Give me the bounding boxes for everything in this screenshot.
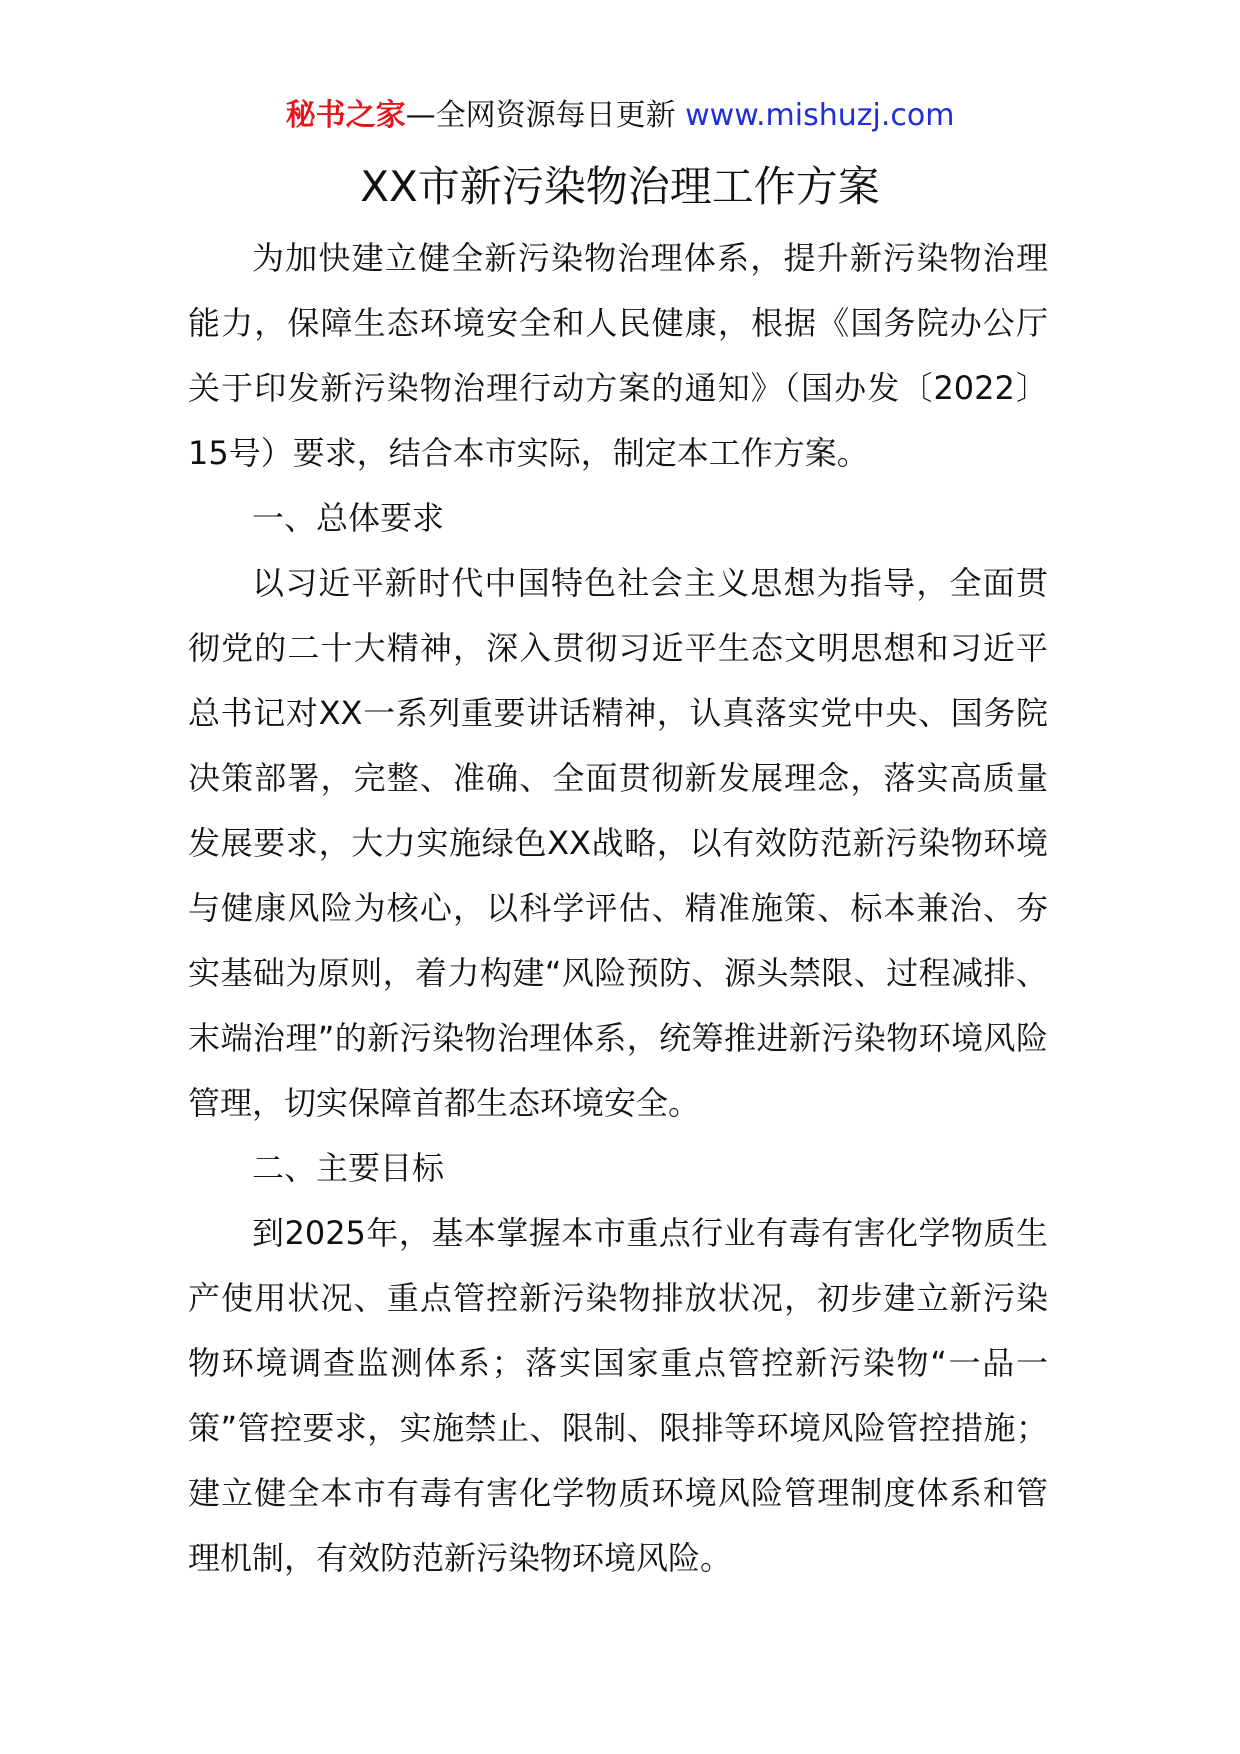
site-url: www.mishuzj.com bbox=[685, 98, 955, 133]
document-title: XX市新污染物治理工作方案 bbox=[360, 162, 880, 211]
general-requirements-paragraph: 以习近平新时代中国特色社会主义思想为指导，全面贯彻党的二十大精神，深入贯彻习近平生态文明思想和习近平总书记对XX一系列重要讲话精神，认真落实党中央、国务院决策部署，完整、准确、全面贯彻新发展理念，落实高质量发展要求，大力实施绿色XX战略，以有效防范新污染物环境与健康风险为核心，以科学评估、精准施策、标本兼治、夯实基础为原则，着力构建“风险预防、源头禁限、过程减排、末端治理”的新污染物治理体系，统筹推进新污染物环境风险管理，切实保障首都生态环境安全。 bbox=[188, 564, 1048, 1122]
site-banner bbox=[0, 98, 1240, 134]
document-body bbox=[188, 226, 1048, 1591]
main-goals-paragraph: 到2025年，基本掌握本市重点行业有毒有害化学物质生产使用状况、重点管控新污染物排放状况，初步建立新污染物环境调查监测体系；落实国家重点管控新污染物“一品一策”管控要求，实施禁止、限制、限排等环境风险管控措施；建立健全本市有毒有害化学物质环境风险管理制度体系和管理机制，有效防范新污染物环境风险。 bbox=[188, 1214, 1048, 1577]
section-heading-general-requirements: 一、总体要求 bbox=[252, 499, 445, 537]
intro-paragraph: 为加快建立健全新污染物治理体系，提升新污染物治理能力，保障生态环境安全和人民健康，根据《国务院办公厅关于印发新污染物治理行动方案的通知》（国办发〔2022〕15号）要求，结合本市实际，制定本工作方案。 bbox=[188, 239, 1048, 472]
section-heading-main-goals: 二、主要目标 bbox=[252, 1149, 445, 1187]
brand-name: 秘书之家 bbox=[285, 98, 406, 133]
banner-tagline: —全网资源每日更新 bbox=[405, 98, 686, 133]
